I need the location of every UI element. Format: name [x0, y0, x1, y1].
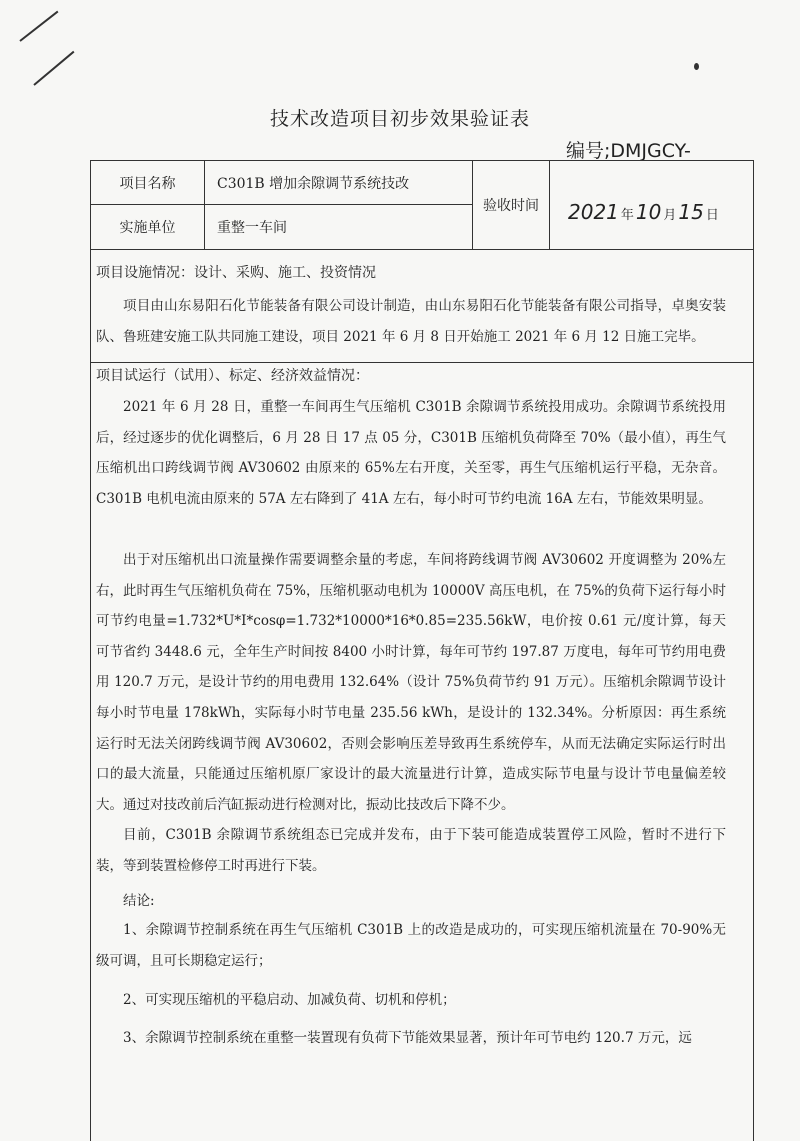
pen-stroke-mark	[19, 11, 58, 42]
project-name-label: 项目名称	[119, 175, 176, 192]
date-month: 10	[635, 200, 662, 224]
conclusion-item: 1、余隙调节控制系统在再生气压缩机 C301B 上的改造是成功的，可实现压缩机流量在 70-90%无级可调，且可长期稳定运行；	[96, 922, 726, 969]
date-month-unit: 月	[663, 208, 677, 223]
date-day: 15	[678, 200, 704, 224]
acceptance-date	[568, 200, 721, 224]
section2-heading: 项目试运行（试用）、标定、经济效益情况：	[96, 368, 369, 384]
section2-paragraph: 2021 年 6 月 28 日，重整一车间再生气压缩机 C301B 余隙调节系统投用成功。余隙调节系统投用后，经过逐步的优化调整后，6 月 28 日 17 点 05 分，C301B 压缩机负荷降至 70%（最小值），再生气压缩机出口跨线调节阀 AV30602 由原来的 65%左右开度，关至零，再生气压缩机运行平稳，无杂音。C301B 电机电流由原来的 57A 左右降到了 41A 左右，每小时可节约电流 16A 左右，节能效果明显。	[96, 399, 726, 507]
date-year: 2021	[568, 200, 619, 224]
pen-stroke-mark	[33, 51, 74, 86]
conclusion-heading: 结论:	[123, 893, 155, 909]
section2-paragraph: 目前，C301B 余隙调节系统组态已完成并发布，由于下装可能造成装置停工风险，暂时不进行下装，等到装置检修停工时再进行下装。	[96, 827, 726, 874]
acceptance-time-label: 验收时间	[483, 198, 539, 214]
section1-paragraph: 项目由山东易阳石化节能装备有限公司设计制造，由山东易阳石化节能装备有限公司指导，卓奥安装队、鲁班建安施工队共同施工建设，项目 2021 年 6 月 8 日开始施工 2021 年 6 月 12 日施工完毕。	[96, 298, 726, 345]
project-name-value: C301B 增加余隙调节系统技改	[217, 175, 410, 192]
date-day-unit: 日	[705, 208, 719, 223]
conclusion-item: 2、可实现压缩机的平稳启动、加减负荷、切机和停机；	[123, 992, 456, 1008]
section1-heading: 项目设施情况：设计、采购、施工、投资情况	[96, 265, 376, 281]
unit-label: 实施单位	[119, 220, 176, 236]
conclusion-item: 3、余隙调节控制系统在重整一装置现有负荷下节能效果显著，预计年可节电约 120.7 万元，远	[123, 1030, 692, 1046]
date-year-unit: 年	[620, 208, 634, 223]
ink-dot-mark	[694, 63, 699, 70]
document-number: 编号;DMJGCY-	[566, 140, 691, 162]
unit-value: 重整一车间	[217, 220, 287, 236]
page-title: 技术改造项目初步效果验证表	[269, 108, 530, 130]
section2-paragraph: 出于对压缩机出口流量操作需要调整余量的考虑，车间将跨线调节阀 AV30602 开度调整为 20%左右，此时再生气压缩机负荷在 75%，压缩机驱动电机为 10000V 高压电机，在 75%的负荷下运行每小时可节约电量=1.732*U*I*cosφ=1.732*10000*16*0.85=235.56kW，电价按 0.61 元/度计算，每天可节省约 3448.6 元，全年生产时间按 8400 小时计算，每年可节约 197.87 万度电，每年可节约用电费用 120.7 万元，是设计节约的用电费用 132.64%（设计 75%负荷节约 91 万元）。压缩机余隙调节设计每小时节电量 178kWh，实际每小时节电量 235.56 kWh，是设计的 132.34%。分析原因：再生系统运行时无法关闭跨线调节阀 AV30602，否则会影响压差导致再生系统停车，从而无法确定实际运行时出口的最大流量，只能通过压缩机原厂家设计的最大流量进行计算，造成实际节电量与设计节电量偏差较大。通过对技改前后汽缸振动进行检测对比，振动比技改后下降不少。	[96, 552, 726, 813]
